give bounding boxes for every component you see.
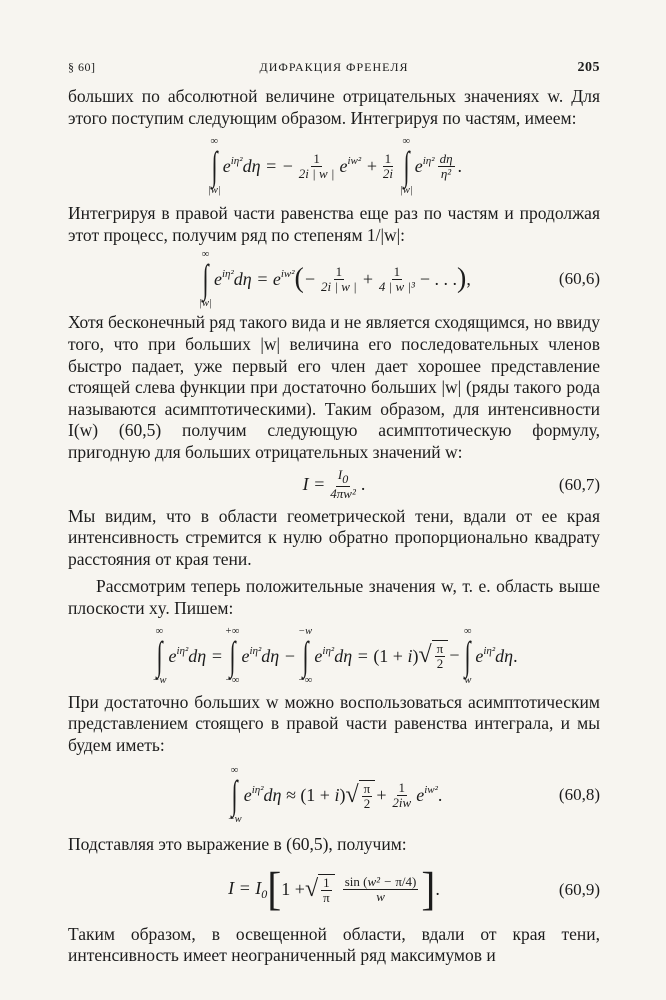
page: [68, 60, 600, 967]
equation-60-8: ∞ ∫ −w $e^{i\eta^2}d\eta \approx (1 + i)$ √ $\frac{\pi}{2}$ + $\frac{1}{2iw}$ $e^{iw^2}$. (60,8): [227, 765, 600, 826]
section-marker: § 60]: [68, 60, 96, 74]
paragraph: При достаточно больших w можно воспользоваться асимптотическим представлением стоящего в правой части равенства интеграла, и мы будем иметь:: [68, 691, 600, 755]
equation-number: (60,8): [558, 785, 600, 805]
paragraph: Рассмотрим теперь положительные значения w, т. е. область выше плоскости xy. Пишем:: [68, 576, 600, 618]
equation-60-9: $I = I_0$ [ 1 + √ $\frac{1}{\pi}$ $\frac{\text{sin (w² − π/4)}}{w}$ ] . (60,9): [228, 864, 600, 916]
equation-integral-split: ∞ ∫ −w $e^{i\eta^2}d\eta$ = +∞ ∫ −∞ $e^{i\eta^2}d\eta$ − −w ∫ −∞ $e^{i\eta^2}d\eta = (1 + i)$ √ $\frac{\pi}{2}$ − ∞ ∫ w $e^{i\eta^2}d\eta$.: [152, 625, 518, 686]
paragraph: Мы видим, что в области геометрической тени, вдали от ее края интенсивность стремится к нулю обратно пропорционально квадрату расстояния от края тени.: [68, 505, 600, 569]
equation-number: (60,6): [558, 269, 600, 289]
paragraph: Подставляя это выражение в (60,5), получим:: [68, 834, 407, 855]
paragraph: Хотя бесконечный ряд такого вида и не является сходящимся, но ввиду того, что при больших |w| величина его последовательных членов быстро падает, уже первый его член дает хорошее представление стоящей слева функции при достаточно больших |w| (ряды такого рода называются асимптотическими). Таким образом, для интенсивности I(w) (60,5) получим следующую асимптотическую формулу, пригодную для больших отрицательных значений w:: [68, 312, 600, 462]
paragraph: Интегрируя в правой части равенства еще раз по частям и продолжая этот процесс, получим ряд по степеням 1/|w|:: [68, 203, 600, 245]
paragraph: больших по абсолютной величине отрицательных значениях w. Для этого поступим следующим образом. Интегрируя по частям, имеем:: [68, 86, 600, 128]
running-header: [68, 60, 600, 86]
paragraph: Таким образом, в освещенной области, вдали от края тени, интенсивность имеет неограниченный ряд максимумов и: [68, 923, 600, 966]
equation-60-6: ∞ ∫ |w| $e^{i\eta^2}d\eta = e^{iw^2}$ ( − $\frac{1}{2i | w |}$ + $\frac{1}{\text{4 | w |³}}$ − . . . ) , (60,6): [199, 249, 600, 310]
running-title: ДИФРАКЦИЯ ФРЕНЕЛЯ: [259, 60, 409, 74]
equation-60-7: I = $\frac{I0}{\text{4πw²}}$ . (60,7): [302, 467, 600, 502]
equation-integration-by-parts: ∞ ∫ |w| $e^{i\eta^2}d\eta$ = − $\frac{1}{2i | w |}$ $e^{iw^2}$ + $\frac{1}{2i}$ ∞ ∫ |w| $e^{i\eta^2}$ $\frac{d\eta}{\text{η²}}$ .: [207, 136, 463, 197]
page-number: 205: [577, 60, 600, 75]
equation-number: (60,9): [558, 879, 600, 899]
equation-number: (60,7): [558, 474, 600, 494]
